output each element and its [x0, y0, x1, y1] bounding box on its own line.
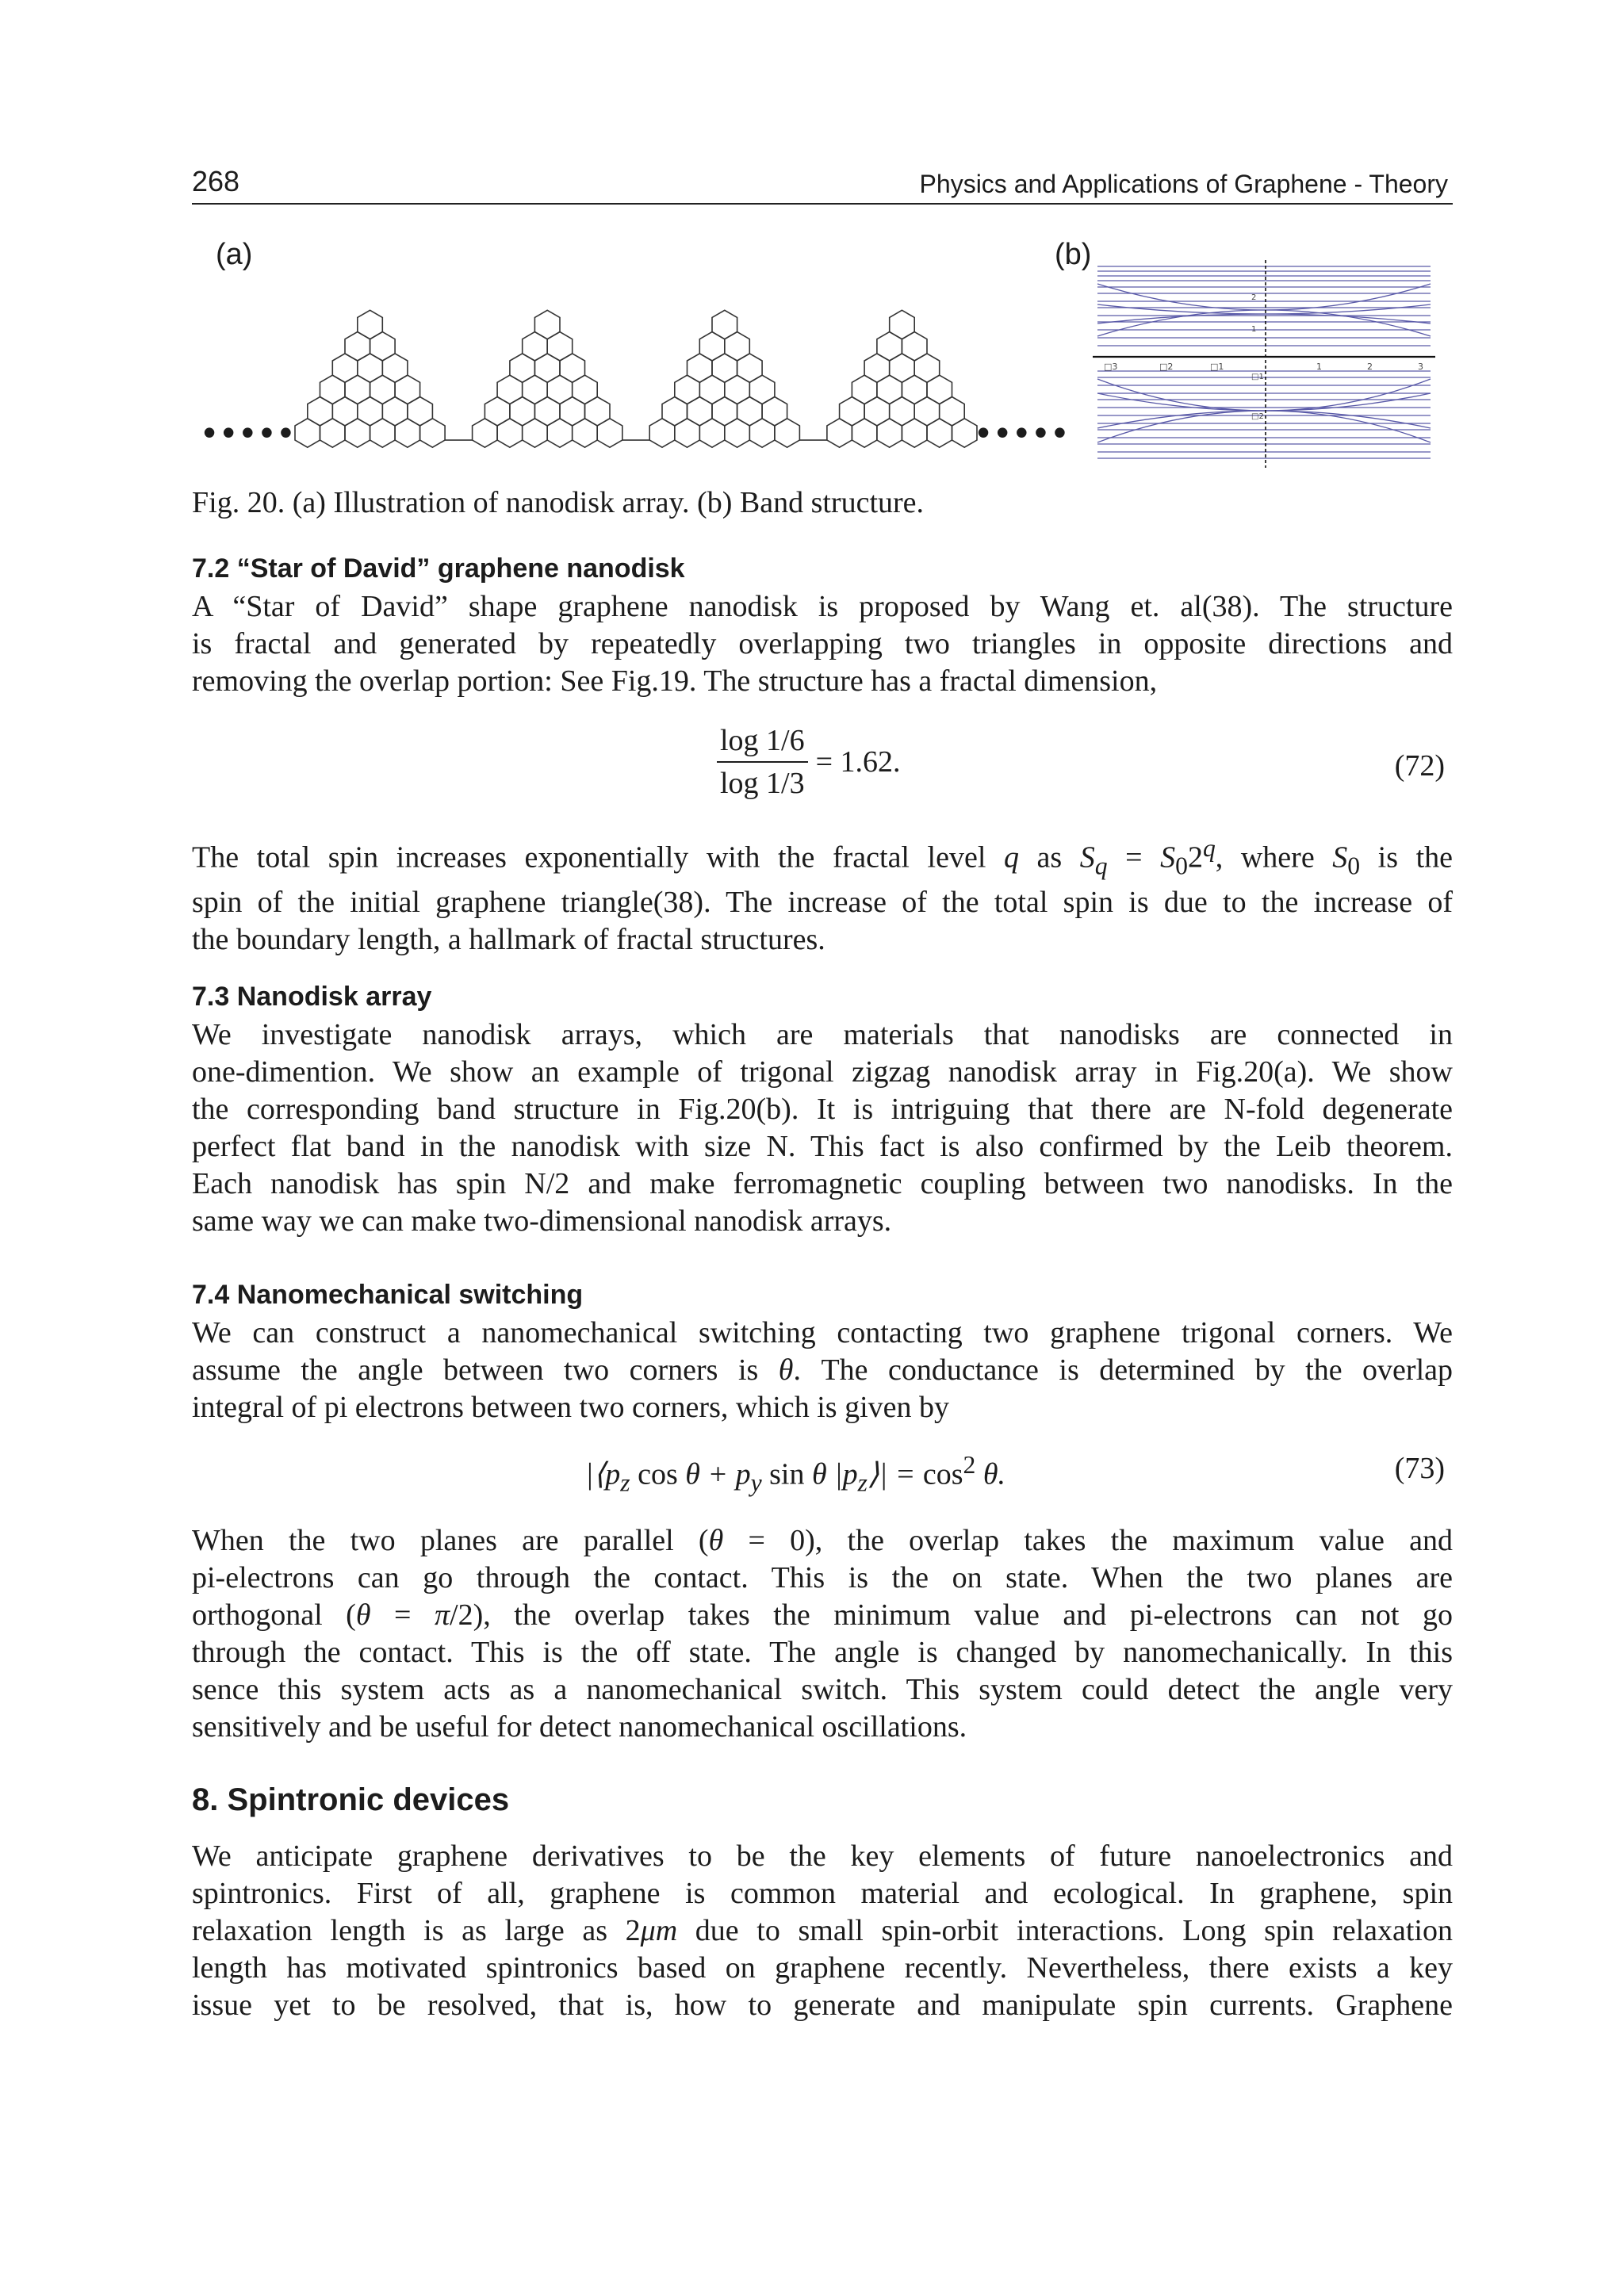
energy-tick-label: □2: [1251, 412, 1264, 421]
text-line: same way we can make two-dimensional nanodisk arrays.: [192, 1204, 892, 1238]
k-axis-tick-label: □2: [1159, 362, 1174, 372]
section-8-paragraph: [192, 1838, 1453, 2024]
running-title: Physics and Applications of Graphene - Theory: [919, 170, 1448, 198]
equation-72: [192, 723, 1453, 810]
text-line: When the two planes are parallel (θ = 0), the overlap takes the maximum value and: [192, 1524, 1454, 1557]
text-line: integral of pi electrons between two corners, which is given by: [192, 1391, 949, 1424]
text-line: sensitively and be useful for detect nanomechanical oscillations.: [192, 1710, 967, 1744]
equation-rhs: = 1.62.: [815, 745, 901, 779]
text-line: perfect flat band in the nanodisk with size N. This fact is also confirmed by the Leib theorem.: [192, 1130, 1453, 1163]
k-axis-tick-label: □3: [1104, 362, 1118, 372]
section-7-2-paragraph-2: [192, 829, 1453, 959]
figure-caption: Fig. 20. (a) Illustration of nanodisk array. (b) Band structure.: [192, 486, 925, 519]
text-line: assume the angle between two corners is θ. The conductance is determined by the overlap: [192, 1353, 1454, 1387]
text-line: orthogonal (θ = π/2), the overlap takes the minimum value and pi-electrons can not go: [192, 1598, 1453, 1632]
equation-73: [192, 1451, 1453, 1499]
section-7-2-heading: 7.2 “Star of David” graphene nanodisk: [192, 553, 685, 584]
fraction: [717, 723, 808, 801]
hexagon-cell: [712, 310, 737, 339]
text-line: We investigate nanodisk arrays, which are materials that nanodisks are connected in: [192, 1018, 1453, 1051]
hexagon-cell: [534, 310, 560, 339]
text-line: relaxation length is as large as 2μm due to small spin-orbit interactions. Long spin relaxation: [192, 1914, 1453, 1947]
energy-tick-label: □1: [1251, 373, 1264, 381]
dispersive-band: [1097, 411, 1431, 428]
text-line: spintronics. First of all, graphene is common material and ecological. In graphene, spin: [192, 1877, 1453, 1910]
ellipsis-left: •••••: [203, 412, 299, 453]
ellipsis-right: •••••: [977, 412, 1073, 453]
figure-20: [192, 238, 1453, 476]
hexagon-cell: [890, 310, 915, 339]
text-line: sence this system acts as a nanomechanical switch. This system could detect the angle very: [192, 1673, 1453, 1706]
dispersive-band: [1097, 379, 1431, 411]
text-line: one-dimention. We show an example of trigonal zigzag nanodisk array in Fig.20(a). We show: [192, 1055, 1453, 1089]
nanodisk-array-illustration: [295, 278, 977, 448]
panel-b-label: (b): [1055, 238, 1092, 271]
fraction-numerator: log 1/6: [717, 723, 808, 763]
dispersive-band: [1097, 304, 1431, 314]
text-line: the corresponding band structure in Fig.20(b). It is intriguing that there are N-fold degenerate: [192, 1093, 1453, 1126]
text-line: pi-electrons can go through the contact. This is the on state. When the two planes are: [192, 1561, 1453, 1594]
text-line: the boundary length, a hallmark of fractal structures.: [192, 923, 825, 957]
text-line: The total spin increases exponentially with the fractal level q as $S_q = S_02^q$, where $S_0$ is the: [192, 834, 1453, 880]
equation-number: (72): [1394, 749, 1445, 783]
equation-72-body: [717, 723, 901, 801]
text-line: We can construct a nanomechanical switching contacting two graphene trigonal corners. We: [192, 1316, 1453, 1349]
k-axis-tick-label: □1: [1210, 362, 1224, 372]
text-line: We anticipate graphene derivatives to be the key elements of future nanoelectronics and: [192, 1839, 1453, 1873]
page-number: 268: [192, 165, 240, 197]
text-line: is fractal and generated by repeatedly overlapping two triangles in opposite directions and: [192, 627, 1453, 660]
equation-expression: $|⟨p_z$ $\cos \theta + p_y$ sin θ $|p_z⟩| = \cos^2 \theta$.: [585, 1451, 1006, 1497]
section-8-heading: 8. Spintronic devices: [192, 1782, 510, 1817]
text-line: length has motivated spintronics based on graphene recently. Nevertheless, there exists a key: [192, 1951, 1453, 1985]
text-line: A “Star of David” shape graphene nanodisk is proposed by Wang et. al(38). The structure: [192, 590, 1453, 623]
band-structure-plot: [1097, 260, 1431, 468]
section-7-4-paragraph-1: [192, 1315, 1453, 1426]
k-axis-tick-label: 3: [1418, 362, 1423, 372]
k-axis-tick-label: 2: [1367, 362, 1373, 372]
section-7-3-paragraph: [192, 1016, 1453, 1240]
equation-73-body: [585, 1451, 1005, 1497]
panel-a-label: (a): [216, 238, 253, 271]
section-7-4-heading: 7.4 Nanomechanical switching: [192, 1280, 584, 1310]
text-line: removing the overlap portion: See Fig.19. The structure has a fractal dimension,: [192, 664, 1158, 698]
equation-number: (73): [1394, 1452, 1445, 1485]
hexagon-cell: [358, 310, 383, 339]
text-line: issue yet to be resolved, that is, how to generate and manipulate spin currents. Graphene: [192, 1989, 1453, 2022]
section-7-3-heading: 7.3 Nanodisk array: [192, 982, 432, 1012]
text-line: through the contact. This is the off state. The angle is changed by nanomechanically. In this: [192, 1636, 1453, 1669]
text-line: spin of the initial graphene triangle(38). The increase of the total spin is due to the increase of: [192, 886, 1453, 920]
dispersive-band: [1097, 284, 1431, 310]
dispersive-band: [1097, 393, 1431, 411]
section-7-2-paragraph-1: [192, 588, 1453, 700]
section-7-4-paragraph-2: [192, 1522, 1453, 1746]
energy-tick-label: 2: [1251, 293, 1257, 302]
energy-tick-label: 1: [1251, 325, 1257, 334]
text-line: Each nanodisk has spin N/2 and make ferromagnetic coupling between two nanodisks. In the: [192, 1167, 1453, 1200]
k-axis-tick-label: 1: [1316, 362, 1322, 372]
fraction-denominator: log 1/3: [720, 767, 805, 800]
page-header: [192, 162, 1453, 205]
